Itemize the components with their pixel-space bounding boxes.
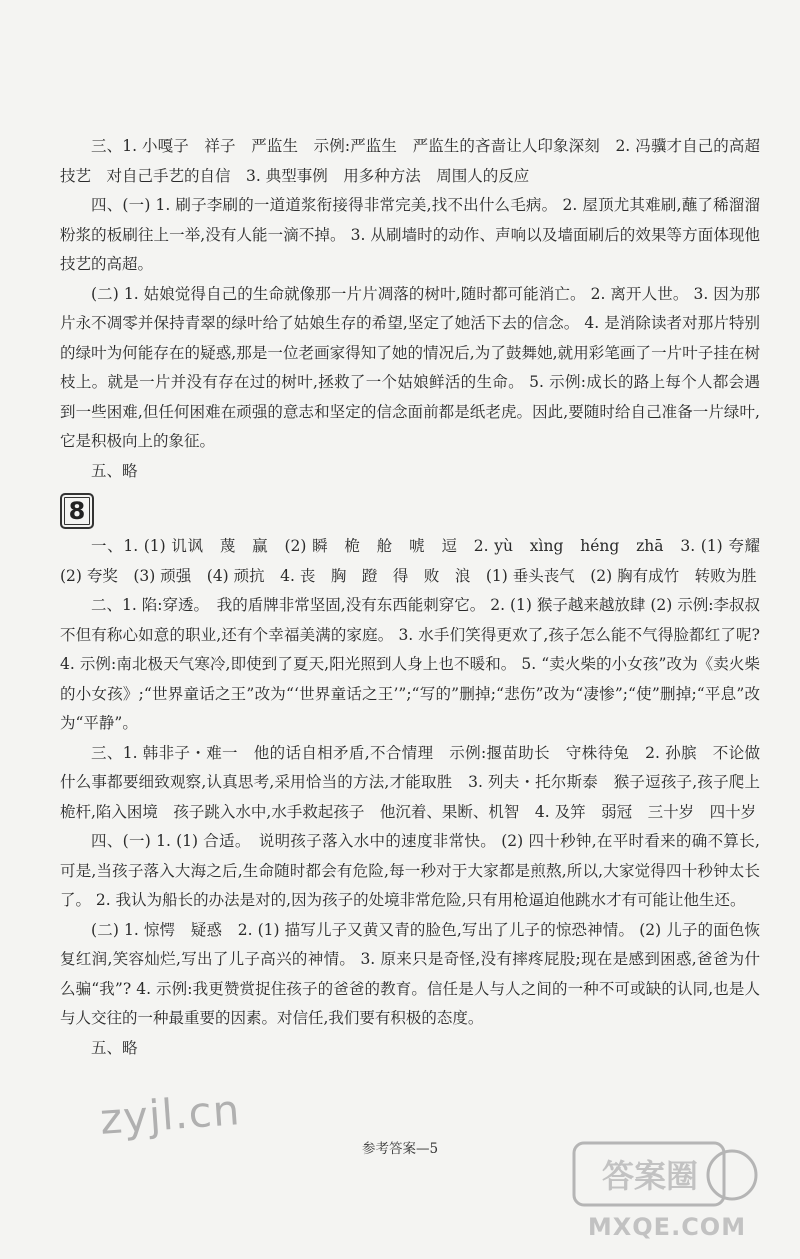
handwritten-site-mark: zyjl.cn	[98, 1085, 242, 1144]
section-4-part-2-answers: (二) 1. 姑娘觉得自己的生命就像那一片片凋落的树叶,随时都可能消亡。 2. 离开人世。 3. 因为那片永不凋零并保持青翠的绿叶给了姑娘生存的希望,坚定了她活下去的信念。 4. 是消除读者对那片特别的绿叶为何能存在的疑惑,那是一位老画家得知了她的情况后,为了鼓舞她,就用彩笔画了一片叶子挂在树枝上。就是一片并没有存在过的树叶,拯救了一个姑娘鲜活的生命。 5. 示例:成长的路上每个人都会遇到一些困难,但任何困难在顽强的意志和坚定的信念面前都是纸老虎。因此,要随时给自己准备一片绿叶,它是积极向上的象征。	[60, 284, 760, 450]
section-3-answers: 三、1. 小嘎子 祥子 严监生 示例:严监生 严监生的吝啬让人印象深刻 2. 冯骥才自己的高超技艺 对自己手艺的自信 3. 典型事例 用多种方法 周围人的反应	[60, 137, 760, 185]
watermark-circle	[708, 1151, 756, 1199]
watermark-bottom-text: MXQE.COM	[587, 1213, 747, 1241]
unit8-section-3-answers: 三、1. 韩非子・难一 他的话自相矛盾,不合情理 示例:揠苗助长 守株待兔 2. 孙膑 不论做什么事都要细致观察,认真思考,采用恰当的方法,才能取胜 3. 列夫・托尔斯泰 猴子逗孩子,孩子爬上桅杆,陷入困境 孩子跳入水中,水手救起孩子 他沉着、果断、机智 4. 及笄 弱冠 三十岁 四十岁	[60, 743, 760, 821]
watermark-logo	[572, 1135, 762, 1245]
page-footer: 参考答案—5	[361, 1141, 439, 1157]
unit8-section-4-part-1-answers: 四、(一) 1. (1) 合适。 说明孩子落入水中的速度非常快。 (2) 四十秒钟,在平时看来的确不算长,可是,当孩子落入大海之后,生命随时都会有危险,每一秒对于大家都是煎熬,所以,大家觉得四十秒钟太长了。 2. 我认为船长的办法是对的,因为孩子的处境非常危险,只有用枪逼迫他跳水才有可能让他生还。	[60, 832, 760, 909]
unit-number-badge: 8	[60, 493, 94, 529]
unit8-section-4-part-2-answers: (二) 1. 惊愕 疑惑 2. (1) 描写儿子又黄又青的脸色,写出了儿子的惊恐神情。 (2) 儿子的面色恢复红润,笑容灿烂,写出了儿子高兴的神情。 3. 原来只是奇怪,没有摔疼屁股;现在是感到困惑,爸爸为什么骗“我”? 4. 示例:我更赞赏捉住孩子的爸爸的教育。信任是人与人之间的一种不可或缺的认同,也是人与人交往的一种最重要的因素。对信任,我们要有积极的态度。	[60, 920, 760, 1027]
unit8-section-2-answers: 二、1. 陷:穿透。 我的盾牌非常坚固,没有东西能刺穿它。 2. (1) 猴子越来越放肆 (2) 示例:李叔叔不但有称心如意的职业,还有个幸福美满的家庭。 3. 水手们笑得更欢了,孩子怎么能不气得脸都红了呢? 4. 示例:南北极天气寒冷,即使到了夏天,阳光照到人身上也不暖和。 5. “卖火柴的小女孩”改为《卖火柴的小女孩》;“世界童话之王”改为“‘世界童话之王’”;“写的”删掉;“悲伤”改为“凄惨”;“使”删掉;“平息”改为“平静”。	[60, 596, 760, 732]
section-4-part-1-answers: 四、(一) 1. 刷子李刷的一道道浆衔接得非常完美,找不出什么毛病。 2. 屋顶尤其难刷,蘸了稀溜溜粉浆的板刷往上一举,没有人能一滴不掉。 3. 从刷墙时的动作、声响以及墙面刷后的效果等方面体现他技艺的高超。	[60, 196, 760, 273]
answer-content	[60, 132, 776, 1063]
unit8-section-5-answer: 五、略	[91, 1038, 138, 1057]
unit8-section-1-answers: 一、1. (1) 讥讽 蔑 赢 (2) 瞬 桅 舱 唬 逗 2. yù xìng héng zhā 3. (1) 夸耀 (2) 夸奖 (3) 顽强 (4) 顽抗 4. 丧 胸 蹬 得 败 浪 (1) 垂头丧气 (2) 胸有成竹 转败为胜	[60, 537, 776, 585]
watermark-top-text: 答案圈	[601, 1157, 699, 1195]
section-5-answer: 五、略	[91, 461, 138, 480]
unit-badge-row	[60, 490, 760, 532]
